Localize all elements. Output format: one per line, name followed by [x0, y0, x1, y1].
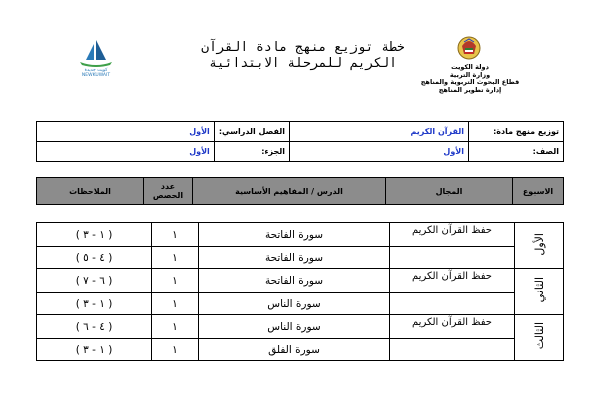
table-row: [37, 223, 564, 247]
periods-cell: ١: [152, 223, 199, 247]
table-row: [37, 315, 564, 339]
semester-label: الفصل الدراسي:: [214, 122, 289, 142]
new-kuwait-logo: [72, 38, 120, 78]
notes-cell: ( ١ - ٣ ): [37, 223, 152, 247]
notes-cell: ( ٦ - ٧ ): [37, 269, 152, 293]
lesson-cell: سورة الفاتحة: [199, 247, 390, 269]
notes-cell: ( ٤ - ٥ ): [37, 247, 152, 269]
field-cell-empty: [390, 339, 515, 361]
ministry-line-4: إدارة تطوير المناهج: [438, 85, 502, 94]
logo-arabic-text: كويت جديدة: [84, 68, 108, 73]
header-lesson: الدرس / المفاهيم الأساسية: [193, 178, 386, 205]
header-field: المجال: [386, 178, 513, 205]
week-name: الأول: [532, 232, 546, 256]
table-row: [37, 293, 564, 315]
week-name: الثاني: [532, 277, 546, 303]
table-row: [37, 339, 564, 361]
semester-value: الأول: [37, 122, 215, 142]
periods-cell: ١: [152, 315, 199, 339]
grade-value: الأول: [290, 142, 469, 162]
ministry-line-2: وزارة التربية: [449, 70, 491, 79]
field-cell: حفظ القرآن الكريم: [390, 223, 515, 247]
lesson-cell: سورة الناس: [199, 315, 390, 339]
week-cell: [515, 315, 564, 361]
periods-cell: ١: [152, 293, 199, 315]
part-label: الجزء:: [214, 142, 289, 162]
kuwait-crest-icon: [456, 34, 482, 62]
periods-cell: ١: [152, 339, 199, 361]
plan-table-header: [36, 177, 564, 205]
subject-value: القرآن الكريم: [290, 122, 469, 142]
lesson-cell: سورة الناس: [199, 293, 390, 315]
table-row: [37, 247, 564, 269]
header-periods: [144, 178, 193, 205]
ministry-line-1: دولة الكويت: [451, 63, 489, 71]
lesson-cell: سورة الفلق: [199, 339, 390, 361]
periods-cell: ١: [152, 247, 199, 269]
notes-cell: ( ٤ - ٦ ): [37, 315, 152, 339]
field-cell: حفظ القرآن الكريم: [390, 315, 515, 339]
notes-cell: ( ١ - ٣ ): [37, 339, 152, 361]
lesson-cell: سورة الفاتحة: [199, 223, 390, 247]
field-cell: حفظ القرآن الكريم: [390, 269, 515, 293]
periods-cell: ١: [152, 269, 199, 293]
header-periods-line-2: الحصص: [152, 191, 184, 200]
plan-table: [36, 222, 564, 361]
lesson-cell: سورة الفاتحة: [199, 269, 390, 293]
title-line-2: الكريم للمرحلة الابتدائية: [209, 56, 397, 71]
header-periods-line-1: عدد: [160, 182, 176, 191]
week-cell: [515, 223, 564, 269]
week-cell: [515, 269, 564, 315]
logo-english-text: NEWKUWAIT: [81, 73, 111, 78]
header-notes: الملاحظات: [37, 178, 144, 205]
field-cell-empty: [390, 247, 515, 269]
notes-cell: ( ١ - ٣ ): [37, 293, 152, 315]
ministry-block: [418, 64, 522, 94]
title-line-1: خطة توزيع منهج مادة القرآن: [201, 40, 405, 55]
page-title: [168, 40, 438, 72]
subject-label: توزيع منهج مادة:: [469, 122, 564, 142]
grade-label: الصف:: [469, 142, 564, 162]
info-table: [36, 121, 564, 162]
part-value: الأول: [37, 142, 215, 162]
ministry-line-3: قطاع البحوث التربوية والمناهج: [420, 78, 520, 86]
field-cell-empty: [390, 293, 515, 315]
table-row: [37, 269, 564, 293]
header-week: الاسبوع: [513, 178, 564, 205]
week-name: الثالث: [532, 322, 546, 350]
